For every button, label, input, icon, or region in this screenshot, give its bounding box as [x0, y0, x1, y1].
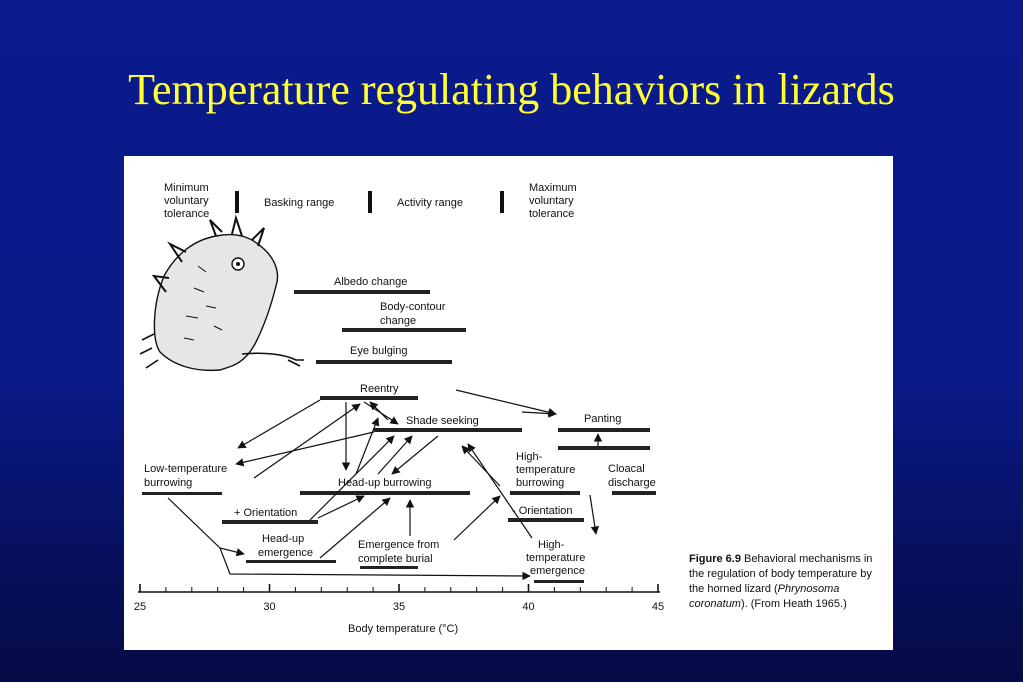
arrow-low-to-head-up-emergence [168, 498, 244, 554]
label-body-contour: Body-contour change [380, 301, 446, 327]
label-reentry: Reentry [360, 383, 399, 395]
label-albedo: Albedo change [334, 276, 408, 288]
slide-title: Temperature regulating behaviors in lizards [128, 65, 895, 114]
arrow-head-up-to-reentry [356, 418, 378, 474]
bar-body-contour [342, 328, 466, 332]
label-emergence-burial: Emergence from complete burial [358, 539, 440, 565]
arrow-high-burrow-to-shade [462, 446, 500, 486]
zone-divider [368, 191, 372, 213]
bar-reentry [320, 396, 418, 400]
zone-max-tolerance: Maximum voluntary tolerance [529, 182, 577, 220]
bar-high-temp-burrowing [510, 491, 580, 495]
figure-caption [689, 552, 889, 612]
horned-lizard-illustration [140, 218, 304, 370]
arrow-burial-to-high-burrow [454, 496, 500, 540]
zone-divider [235, 191, 239, 213]
label-low-temp-burrowing: Low-temperature burrowing [144, 463, 228, 489]
caption-figure-number: Figure 6.9 [689, 553, 741, 565]
bar-low-temp-burrowing [142, 492, 222, 495]
bar-cloacal [612, 491, 656, 495]
axis-tick-label: 45 [651, 601, 665, 613]
label-minus-orientation: - Orientation [512, 505, 573, 517]
label-high-temp-burrowing: High- temperature burrowing [516, 451, 576, 489]
label-shade-seeking: Shade seeking [406, 415, 479, 427]
label-head-up-burrowing: Head-up burrowing [338, 477, 432, 489]
bar-emergence-burial [360, 566, 418, 569]
axis-tick-label: 25 [133, 601, 147, 613]
bar-eye-bulging [316, 360, 452, 364]
arrow-head-up-to-shade [378, 436, 412, 474]
label-head-up-emergence: Head-up emergence [258, 533, 314, 559]
axis-tick-label: 35 [392, 601, 406, 613]
bar-panting-lower [558, 446, 650, 450]
axis-label: Body temperature (°C) [348, 623, 459, 635]
label-cloacal: Cloacal discharge [608, 463, 656, 489]
axis-tick-label: 30 [263, 601, 276, 613]
behavior-figure [124, 156, 893, 650]
arrow-orientation-to-head-up [318, 496, 364, 518]
arrow-high-burrow-to-orientation [590, 495, 596, 534]
arrow-reentry-to-panting [456, 390, 556, 414]
zone-divider [500, 191, 504, 213]
zone-basking: Basking range [264, 197, 335, 209]
caption-source: ). (From Heath 1965.) [740, 598, 847, 610]
label-plus-orientation: + Orientation [234, 507, 298, 519]
arrow-shade-to-head-up [392, 436, 438, 474]
arrow-low-to-reentry [254, 404, 360, 478]
bar-plus-orientation [222, 520, 318, 524]
zone-activity: Activity range [397, 197, 464, 209]
bar-head-up-burrowing [300, 491, 470, 495]
zone-min-tolerance: Minimum voluntary tolerance [164, 182, 210, 220]
arrow-shade-to-reentry [370, 402, 388, 420]
bar-panting-upper [558, 428, 650, 432]
bar-head-up-emergence [246, 560, 336, 563]
bar-high-temp-emergence [534, 580, 584, 583]
label-panting: Panting [584, 413, 622, 425]
caption-species: Phrynosoma coronatum [689, 583, 840, 610]
temperature-axis [134, 584, 664, 613]
label-high-temp-emergence: High- temperature emergence [526, 539, 586, 577]
bar-albedo [294, 290, 430, 294]
caption-text: Behavioral mechanisms in the regulation of body temperature by the horned lizard ( [689, 553, 873, 595]
bar-shade-seeking [374, 428, 522, 432]
label-eye-bulging: Eye bulging [350, 345, 408, 357]
axis-tick-label: 40 [522, 601, 535, 613]
